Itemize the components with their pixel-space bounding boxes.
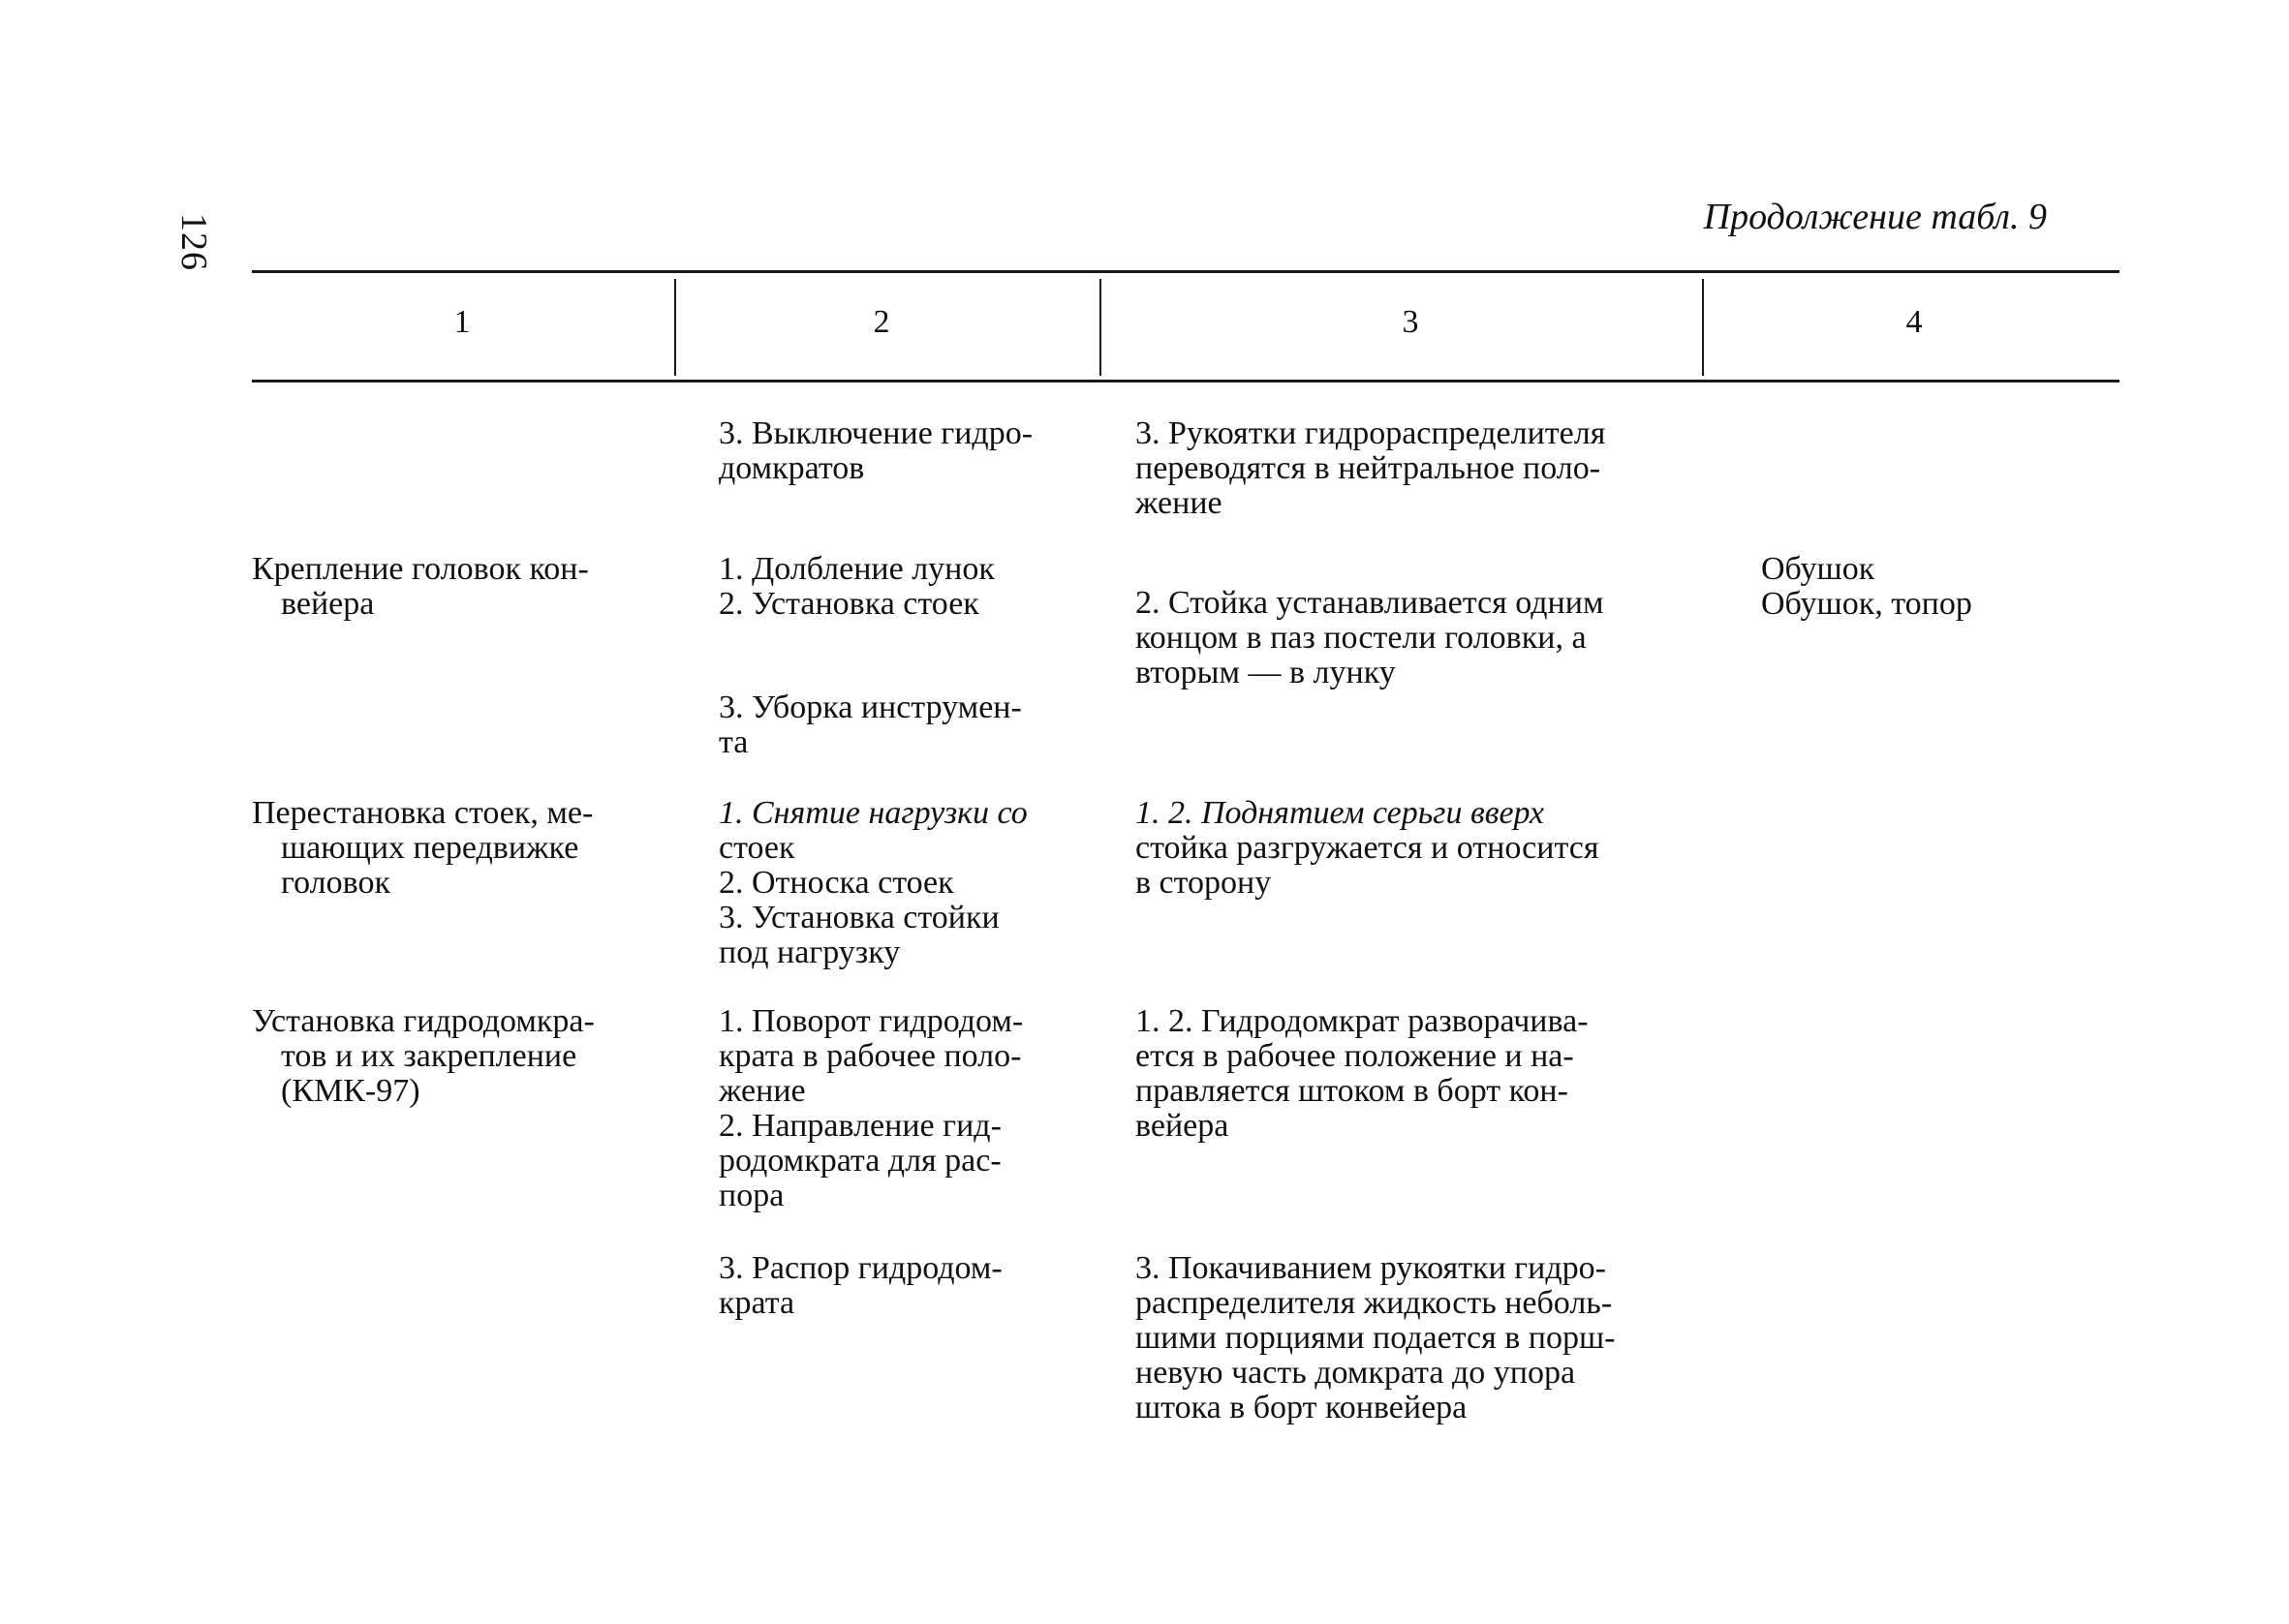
row3-col1: Установка гидродомкра- тов и их закрепление (КМК-97) bbox=[252, 1003, 595, 1109]
row0-col2: 3. Выключение гидро- домкратов bbox=[719, 415, 1034, 486]
header-separator bbox=[674, 279, 676, 376]
row2-col3: 1. 2. Поднятием серьги вверх стойка разгружается и относится в сторону bbox=[1135, 795, 1599, 901]
row1-col1: Крепление головок кон- вейера bbox=[252, 551, 589, 622]
column-header-1: 1 bbox=[453, 304, 471, 340]
row3-col3: 1. 2. Гидродомкрат разворачива- ется в рабочее положение и на- правляется штоком в борт кон- вейера bbox=[1135, 1003, 1589, 1144]
column-header-2: 2 bbox=[873, 304, 890, 340]
row0-col3: 3. Рукоятки гидрораспределителя переводятся в нейтральное поло- жение bbox=[1135, 415, 1606, 521]
header-separator bbox=[1702, 279, 1704, 376]
row1-col3: 2. Стойка устанавливается одним концом в паз постели головки, а вторым — в лунку bbox=[1135, 585, 1604, 690]
header-separator bbox=[1099, 279, 1101, 376]
row3-col2: 1. Поворот гидродом- крата в рабочее поло- жение 2. Направление гид- родомкрата для рас- пора bbox=[719, 1003, 1024, 1213]
row2-col1: Перестановка стоек, ме- шающих передвижке головок bbox=[252, 795, 594, 901]
column-header-4: 4 bbox=[1905, 304, 1923, 340]
page-number: 126 bbox=[173, 213, 214, 271]
row4-col3: 3. Покачиванием рукоятки гидро- распределителя жидкость неболь- шими порциями подается в порш- невую часть домкрата до упора штока в борт конвейера bbox=[1135, 1250, 1616, 1425]
row1-col2a: 1. Долбление лунок 2. Установка стоек bbox=[719, 551, 995, 622]
table-top-rule bbox=[252, 270, 2119, 273]
row4-col2: 3. Распор гидродом- крата bbox=[719, 1250, 1003, 1321]
table-header-rule bbox=[252, 380, 2119, 383]
row1-col4: Обушок Обушок, топор bbox=[1761, 551, 1972, 622]
table-caption: Продолжение табл. 9 bbox=[1703, 197, 2047, 237]
row2-col2: 1. Снятие нагрузки со стоек 2. Относка стоек 3. Установка стойки под нагрузку bbox=[719, 795, 1028, 970]
row1-col2b: 3. Уборка инструмен- та bbox=[719, 689, 1022, 760]
column-header-3: 3 bbox=[1402, 304, 1419, 340]
